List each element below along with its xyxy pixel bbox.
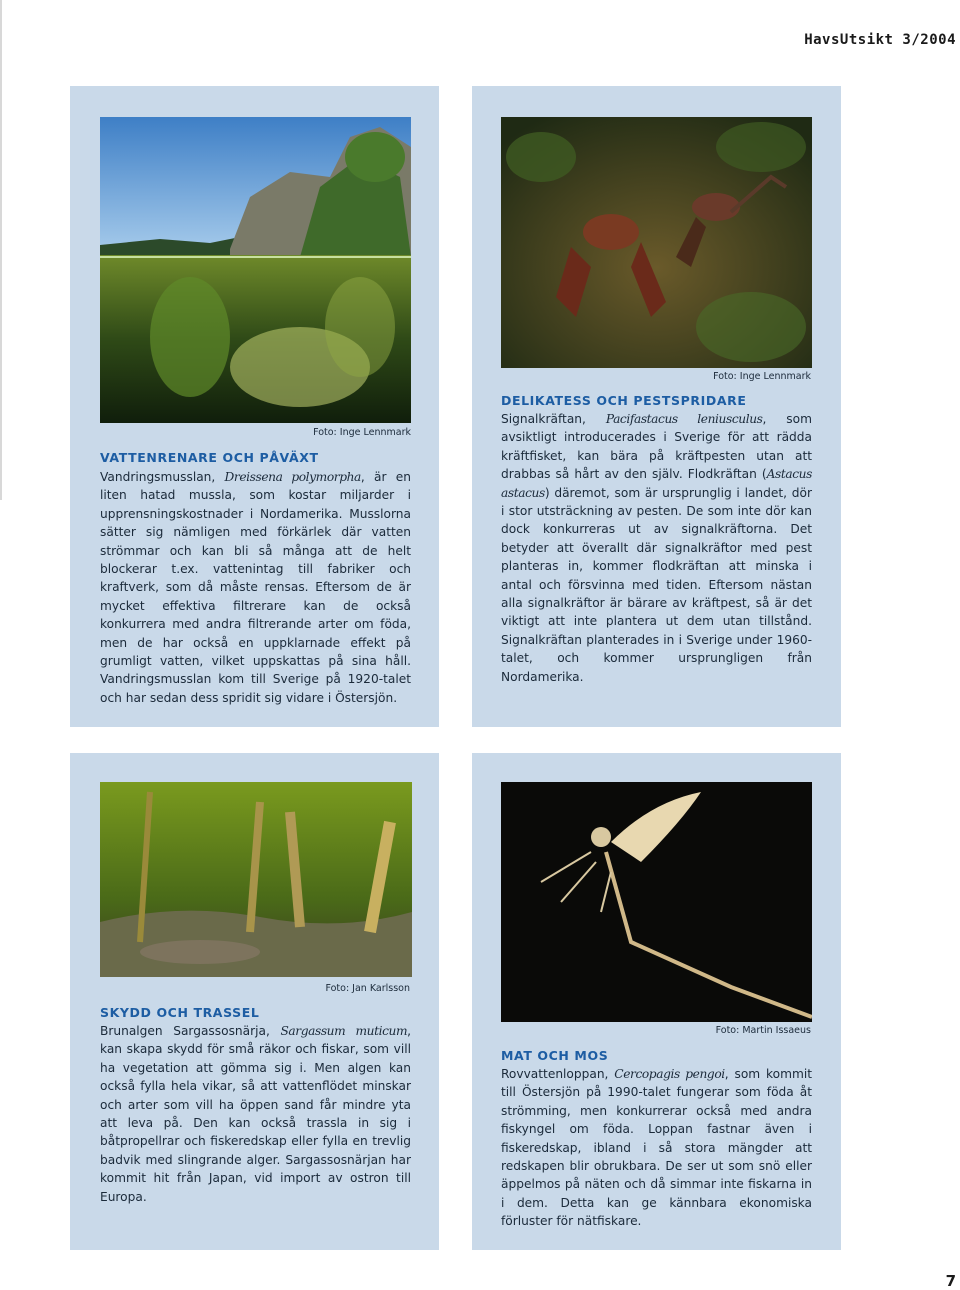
page-number: 7 xyxy=(945,1272,956,1290)
photo-credit: Foto: Jan Karlsson xyxy=(325,983,410,994)
photo-lake-shore xyxy=(100,117,411,423)
article-headline: SKYDD OCH TRASSEL xyxy=(100,1005,260,1020)
article-body: Brunalgen Sargassosnärja, Sargassum muticum, kan skapa skydd för små räkor och fiskar, som vill ha vegetation att gömma sig i. Men algen kan också fylla hela vikar, så att vattenflödet minskar och arter som vill ha öppen sand får mindre yta att leva på. Den kan också trassla in sig i båtpropellrar och fiskeredskap eller fylla en trevlig badvik med slingrande alger. Sargassosnärjan har kommit hit från Japan, vid import av ostron till Europa. xyxy=(100,1024,411,1204)
photo-crayfish xyxy=(501,117,812,368)
article-headline: MAT OCH MOS xyxy=(501,1048,609,1063)
article-headline: DELIKATESS OCH PESTSPRIDARE xyxy=(501,393,747,408)
species-name: Pacifastacus leniusculus xyxy=(605,412,763,426)
photo-credit: Foto: Inge Lennmark xyxy=(713,371,811,382)
photo-water-flea xyxy=(501,782,812,1022)
page-edge-mark xyxy=(0,0,2,500)
photo-seaweed xyxy=(100,782,412,977)
article-body: Signalkräftan, Pacifastacus leniusculus, som avsiktligt introducerades i Sverige för att rädda kräftfisket, kan bära på kräftpesten utan att drabbas så hårt av den själv. Flodkräftan (Astacus astacus) däremot, som är ursprunglig i landet, dör i stor utsträckning av pesten. De som inte dör kan dock konkurreras ut av signalkräftorna. Det betyder att överallt där signalkräftor med pest planteras in, kommer flodkräftan att minska i antal och försvinna med tiden. Eftersom nästan alla signalkräftor är bärare av kräftpest, så är det viktigt att inte plantera ut dem utan tillstånd. Signalkräftan planterades in i Sverige under 1960-talet, och kommer ursprungligen från Nordamerika. xyxy=(501,412,812,684)
species-name: Dreissena polymorpha xyxy=(224,470,361,484)
article-headline: VATTENRENARE OCH PÅVÄXT xyxy=(100,450,319,465)
photo-credit: Foto: Inge Lennmark xyxy=(313,427,411,438)
photo-credit: Foto: Martin Issaeus xyxy=(715,1025,811,1036)
magazine-header: HavsUtsikt 3/2004 xyxy=(804,32,956,48)
species-name: Astacus astacus xyxy=(501,467,812,500)
article-body: Vandringsmusslan, Dreissena polymorpha, är en liten hatad mussla, som kostar miljarder i upprensningskostnader i Nordamerika. Musslorna sätter sig nämligen med förkärlek där vatten strömmar och kan bli så många att de helt blockerar t.ex. vattenintag till fabriker och kraftverk, som då måste rensas. Eftersom de är mycket effektiva filtrerare kan de också konkurrera med andra filtrerande arter om föda, men de har också en uppklarnade effekt på grumligt vatten, vilket uppskattas på sina håll. Vandringsmusslan kom till Sverige på 1920-talet och har sedan dess spridit sig vidare i Östersjön. xyxy=(100,470,412,705)
species-name: Cercopagis pengoi xyxy=(614,1067,725,1081)
species-name: Sargassum muticum xyxy=(280,1024,408,1038)
article-body: Rovvattenloppan, Cercopagis pengoi, som kommit till Östersjön på 1990-talet fungerar som föda åt strömming, men konkurrerar också med andra fiskyngel om föda. Loppan fastnar även i fiskeredskap, ibland i så stora mängder att redskapen blir obrukbara. De ser ut som snö eller äppelmos på näten och då simmar inte fiskarna in i dem. Detta kan ge kännbara ekonomiska förluster för nätfiskare. xyxy=(501,1067,812,1229)
